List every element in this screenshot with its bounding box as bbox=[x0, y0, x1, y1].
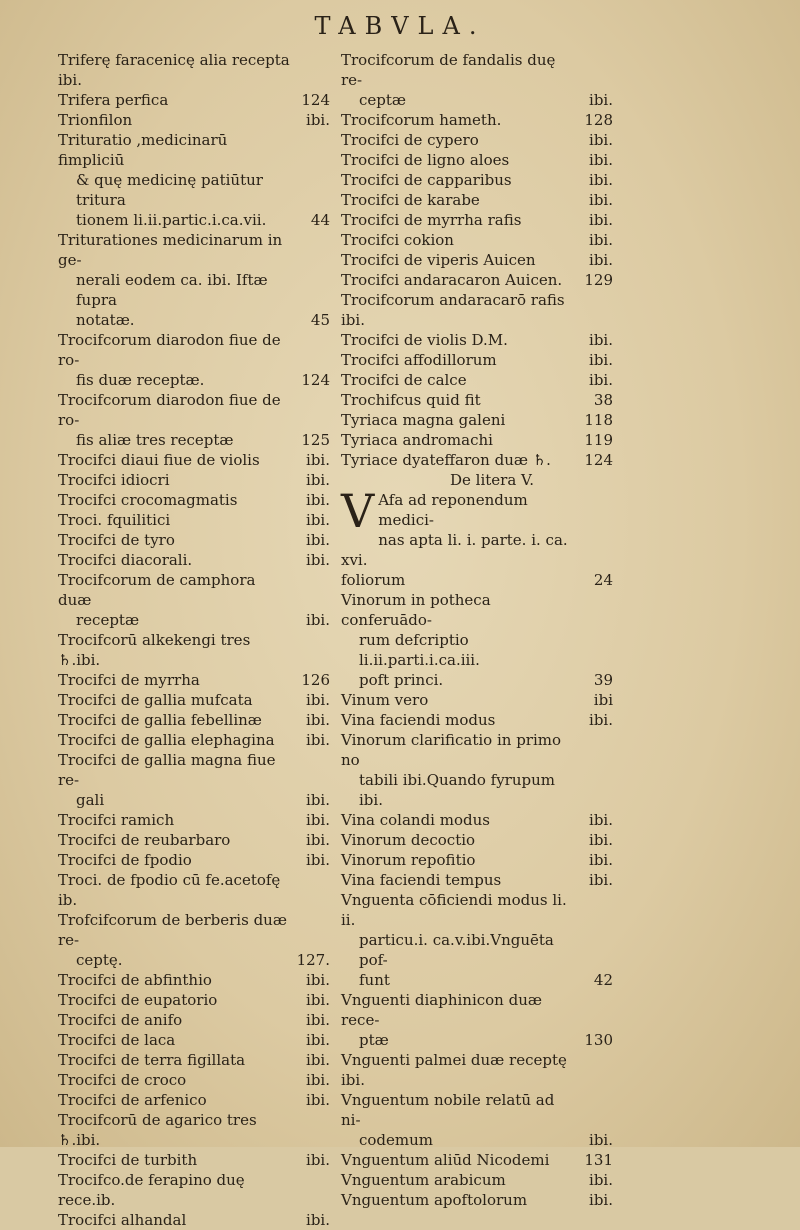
entry-text: Trocifci crocomagmatis bbox=[58, 491, 238, 509]
entry-text: Tyriaca andromachi bbox=[341, 431, 493, 449]
index-entry bbox=[341, 730, 613, 810]
entry-text: Trocifco.de ferapino duę rece.ib. bbox=[58, 1171, 245, 1209]
index-entry bbox=[341, 710, 613, 730]
entry-text: Trocifci de gallia febellinæ bbox=[58, 711, 262, 729]
index-entry bbox=[58, 690, 330, 710]
page-reference: 129 bbox=[584, 271, 613, 289]
index-entry bbox=[58, 570, 330, 630]
page-reference: 45 bbox=[310, 311, 330, 329]
entry-text: Afa ad reponendum medici- bbox=[378, 491, 528, 529]
index-entry bbox=[341, 390, 613, 410]
page-reference: ibi. bbox=[306, 1151, 330, 1169]
page-reference: ibi bbox=[593, 691, 613, 709]
page-reference: ibi. bbox=[589, 1131, 613, 1149]
index-entry bbox=[58, 750, 330, 810]
entry-text: Troci. fquilitici bbox=[58, 511, 171, 529]
entry-text: fis aliæ tres receptæ bbox=[76, 431, 234, 449]
index-entry bbox=[341, 250, 613, 270]
index-entry bbox=[58, 710, 330, 730]
entry-text: nerali eodem ca. ibi. Iftæ fupra bbox=[76, 271, 268, 309]
index-entry bbox=[58, 970, 330, 990]
entry-text: Trocifci de croco bbox=[58, 1071, 187, 1089]
entry-text: Trocifci de cypero bbox=[341, 131, 479, 149]
index-entry bbox=[341, 850, 613, 870]
index-entry bbox=[341, 830, 613, 850]
entry-text: codemum bbox=[359, 1131, 434, 1149]
index-entry bbox=[341, 210, 613, 230]
page-reference: ibi. bbox=[589, 1171, 613, 1189]
page-reference: 126 bbox=[301, 671, 330, 689]
entry-text: Vnguentum aliūd Nicodemi bbox=[341, 1151, 550, 1169]
page-reference: ibi. bbox=[306, 1071, 330, 1089]
page-reference: ibi. bbox=[306, 811, 330, 829]
entry-text: Trocifci de capparibus bbox=[341, 171, 512, 189]
index-entry bbox=[341, 350, 613, 370]
entry-text: Trocifci de abfinthio bbox=[58, 971, 212, 989]
index-entry bbox=[58, 1170, 330, 1210]
index-entry bbox=[58, 870, 330, 910]
page-reference: ibi. bbox=[589, 151, 613, 169]
page-reference: ibi. bbox=[589, 371, 613, 389]
index-entry bbox=[341, 290, 613, 330]
page-reference: ibi. bbox=[306, 791, 330, 809]
index-entry bbox=[58, 1150, 330, 1170]
index-entry bbox=[58, 110, 330, 130]
entry-text: Tyriaca magna galeni bbox=[341, 411, 506, 429]
page-reference: 124 bbox=[301, 371, 330, 389]
index-entry bbox=[341, 1090, 613, 1150]
entry-text: Trocifci de reubarbaro bbox=[58, 831, 231, 849]
entry-text: Trocifcorū alkekengi tres ♄.ibi. bbox=[58, 631, 251, 669]
entry-text: Trocifci de tyro bbox=[58, 531, 175, 549]
index-entry bbox=[341, 270, 613, 290]
entry-text: Trocifci de gallia magna fiue re- bbox=[58, 751, 276, 789]
page-reference: ibi. bbox=[589, 1191, 613, 1209]
index-entry bbox=[58, 450, 330, 470]
entry-text: Trocifcorum de fandalis duę re- bbox=[341, 51, 556, 89]
page-reference: ibi. bbox=[589, 231, 613, 249]
page-reference: ibi. bbox=[306, 1051, 330, 1069]
entry-text: Trocifcorū de agarico tres ♄.ibi. bbox=[58, 1111, 257, 1149]
entry-text: Vina faciendi modus bbox=[341, 711, 496, 729]
entry-text: Trocifci cokion bbox=[341, 231, 454, 249]
index-column-left bbox=[58, 50, 330, 1230]
index-entry bbox=[58, 850, 330, 870]
page-reference: ibi. bbox=[306, 851, 330, 869]
index-entry bbox=[341, 110, 613, 130]
entry-text: fis duæ receptæ. bbox=[76, 371, 205, 389]
page-reference: ibi. bbox=[306, 471, 330, 489]
page-reference: ibi. bbox=[306, 1031, 330, 1049]
entry-text: Trocifci diaui fiue de violis bbox=[58, 451, 260, 469]
entry-text: Trocifcorum andaracarō rafis ibi. bbox=[341, 291, 565, 329]
entry-text: Trocifci de ligno aloes bbox=[341, 151, 510, 169]
entry-text: nas apta li. i. parte. i. ca. xvi. bbox=[341, 531, 568, 569]
page-reference: 131 bbox=[584, 1151, 613, 1169]
entry-text: Vina colandi modus bbox=[341, 811, 490, 829]
page-reference: ibi. bbox=[306, 691, 330, 709]
index-entry bbox=[341, 130, 613, 150]
entry-text: Vinorum in potheca conferuādo- bbox=[341, 591, 491, 629]
page-reference: 24 bbox=[593, 571, 613, 589]
page-reference: 44 bbox=[310, 211, 330, 229]
page-reference: ibi. bbox=[306, 1011, 330, 1029]
entry-text: ptæ bbox=[359, 1031, 389, 1049]
index-entry bbox=[58, 1030, 330, 1050]
index-entry bbox=[58, 530, 330, 550]
page-reference: ibi. bbox=[589, 171, 613, 189]
page-reference: ibi. bbox=[589, 331, 613, 349]
page-reference: ibi. bbox=[589, 351, 613, 369]
entry-text: Troci. de fpodio cū fe.acetofę ib. bbox=[58, 871, 281, 909]
page-reference: 128 bbox=[584, 111, 613, 129]
entry-text: Vinorum decoctio bbox=[341, 831, 476, 849]
entry-text: Trocifcorum diarodon fiue de ro- bbox=[58, 331, 281, 369]
entry-text: Trifera perfica bbox=[58, 91, 169, 109]
entry-text: Trocifci ramich bbox=[58, 811, 175, 829]
page-reference: 38 bbox=[593, 391, 613, 409]
page-reference: ibi. bbox=[306, 711, 330, 729]
entry-text: Vnguentum nobile relatū ad ni- bbox=[341, 1091, 555, 1129]
entry-text: Trocifci de anifo bbox=[58, 1011, 183, 1029]
entry-text: Trocifci de viperis Auicen bbox=[341, 251, 536, 269]
index-entry bbox=[58, 1210, 330, 1230]
page-reference: ibi. bbox=[589, 831, 613, 849]
index-entry bbox=[58, 510, 330, 530]
page-reference: ibi. bbox=[306, 971, 330, 989]
entry-text: Trocifci de gallia mufcata bbox=[58, 691, 253, 709]
entry-text: Trocifci andaracaron Auicen. bbox=[341, 271, 563, 289]
index-entry bbox=[58, 490, 330, 510]
index-entry bbox=[58, 630, 330, 670]
page-reference: 119 bbox=[584, 431, 613, 449]
page-reference: ibi. bbox=[589, 131, 613, 149]
entry-text: Trocifci de myrrha bbox=[58, 671, 200, 689]
entry-text: receptæ bbox=[76, 611, 140, 629]
index-entry bbox=[341, 410, 613, 430]
entry-text: Trochifcus quid fit bbox=[341, 391, 481, 409]
page-reference: ibi. bbox=[306, 731, 330, 749]
page-reference: ibi. bbox=[306, 991, 330, 1009]
entry-text: Trocifcorum de camphora duæ bbox=[58, 571, 256, 609]
index-entry bbox=[58, 730, 330, 750]
index-entry bbox=[58, 1090, 330, 1110]
page-reference: ibi. bbox=[306, 511, 330, 529]
page-reference: 124 bbox=[301, 91, 330, 109]
page-reference: ibi. bbox=[589, 91, 613, 109]
index-entry bbox=[58, 1110, 330, 1150]
index-entry bbox=[58, 130, 330, 230]
index-entry bbox=[341, 870, 613, 890]
entry-text: Trocifci affodillorum bbox=[341, 351, 497, 369]
entry-text: particu.i. ca.v.ibi.Vnguēta pof- bbox=[359, 931, 554, 969]
entry-text: Vinorum clarificatio in primo no bbox=[341, 731, 562, 769]
entry-text: Trocifci idiocri bbox=[58, 471, 170, 489]
entry-text: Vnguenta cōficiendi modus li. ii. bbox=[341, 891, 567, 929]
entry-text: & quę medicinę patiūtur tritura bbox=[76, 171, 263, 209]
page-reference: 39 bbox=[593, 671, 613, 689]
entry-text: Trocifci diacorali. bbox=[58, 551, 193, 569]
page-reference: 118 bbox=[584, 411, 613, 429]
index-entry bbox=[341, 990, 613, 1050]
index-column-right bbox=[341, 50, 613, 1210]
index-entry bbox=[58, 910, 330, 970]
entry-text: Tyriace dyateffaron duæ ♄. bbox=[341, 451, 551, 469]
index-entry bbox=[58, 830, 330, 850]
page-reference: ibi. bbox=[306, 531, 330, 549]
index-entry bbox=[58, 230, 330, 330]
page-reference: ibi. bbox=[589, 211, 613, 229]
page-reference: ibi. bbox=[306, 831, 330, 849]
entry-text: Vinum vero bbox=[341, 691, 429, 709]
index-entry bbox=[341, 810, 613, 830]
index-entry bbox=[341, 890, 613, 990]
section-heading: De litera V. bbox=[449, 471, 535, 489]
entry-text: Trocifci de myrrha rafis bbox=[341, 211, 522, 229]
index-entry bbox=[341, 190, 613, 210]
entry-text: funt bbox=[359, 971, 390, 989]
entry-text: Trocifci de eupatorio bbox=[58, 991, 218, 1009]
index-entry bbox=[58, 330, 330, 390]
entry-text: Trocifci de arfenico bbox=[58, 1091, 207, 1109]
running-head: TABVLA. bbox=[314, 12, 486, 40]
entry-text: Vnguentum arabicum bbox=[341, 1171, 506, 1189]
page-reference: ibi. bbox=[589, 711, 613, 729]
entry-text: Triturationes medicinarum in ge- bbox=[58, 231, 283, 269]
entry-text: Trocifci de karabe bbox=[341, 191, 480, 209]
page-reference: ibi. bbox=[306, 1211, 330, 1229]
index-entry bbox=[341, 484, 613, 590]
entry-text: Vnguenti diaphinicon duæ rece- bbox=[341, 991, 542, 1029]
page-reference: 127. bbox=[296, 951, 330, 969]
page-reference: ibi. bbox=[306, 611, 330, 629]
entry-text: poft princi. bbox=[359, 671, 444, 689]
entry-text: ceptæ bbox=[359, 91, 407, 109]
entry-text: Trocifci de turbith bbox=[58, 1151, 198, 1169]
index-entry bbox=[341, 150, 613, 170]
page-reference: ibi. bbox=[306, 551, 330, 569]
entry-text: foliorum bbox=[341, 571, 406, 589]
entry-text: tabili ibi.Quando fyrupum ibi. bbox=[359, 771, 556, 809]
entry-text: tionem li.ii.partic.i.ca.vii. bbox=[76, 211, 267, 229]
index-entry bbox=[58, 670, 330, 690]
index-entry bbox=[58, 810, 330, 830]
entry-text: Triferę faracenicę alia recepta ibi. bbox=[58, 51, 290, 89]
index-entry bbox=[341, 370, 613, 390]
entry-text: Trocifci de terra figillata bbox=[58, 1051, 246, 1069]
index-entry bbox=[341, 590, 613, 690]
index-entry bbox=[341, 330, 613, 350]
index-entry bbox=[58, 470, 330, 490]
index-entry bbox=[58, 90, 330, 110]
page-reference: ibi. bbox=[589, 811, 613, 829]
index-entry bbox=[58, 550, 330, 570]
entry-text: Vina faciendi tempus bbox=[341, 871, 502, 889]
index-entry bbox=[341, 690, 613, 710]
entry-text: notatæ. bbox=[76, 311, 135, 329]
entry-text: Trocifci de fpodio bbox=[58, 851, 192, 869]
index-entry bbox=[341, 1150, 613, 1170]
index-entry bbox=[341, 230, 613, 250]
page-reference: 130 bbox=[584, 1031, 613, 1049]
entry-text: ceptę. bbox=[76, 951, 123, 969]
entry-text: Trocifci de laca bbox=[58, 1031, 176, 1049]
entry-text: Trocifci de calce bbox=[341, 371, 467, 389]
page-reference: ibi. bbox=[589, 851, 613, 869]
page-reference: 124 bbox=[584, 451, 613, 469]
index-entry bbox=[58, 1010, 330, 1030]
page-reference: 125 bbox=[301, 431, 330, 449]
entry-text: Vinorum repofitio bbox=[341, 851, 476, 869]
page-reference: 42 bbox=[593, 971, 613, 989]
entry-text: Vnguenti palmei duæ receptę ibi. bbox=[341, 1051, 567, 1089]
index-entry bbox=[341, 430, 613, 450]
index-entry bbox=[341, 450, 613, 470]
index-entry bbox=[58, 1050, 330, 1070]
index-entry bbox=[58, 1070, 330, 1090]
index-entry bbox=[341, 170, 613, 190]
entry-text: rum defcriptio li.ii.parti.i.ca.iii. bbox=[359, 631, 480, 669]
page-reference: ibi. bbox=[306, 1091, 330, 1109]
index-entry bbox=[341, 50, 613, 110]
entry-text: Vnguentum apoftolorum bbox=[341, 1191, 528, 1209]
entry-text: Trionfilon bbox=[58, 111, 133, 129]
entry-text: Trituratio ,medicinarū fimpliciū bbox=[58, 131, 228, 169]
index-entry bbox=[58, 50, 330, 90]
index-entry bbox=[341, 1050, 613, 1090]
page-reference: ibi. bbox=[306, 491, 330, 509]
entry-text: Trocifci de gallia elephagina bbox=[58, 731, 275, 749]
page-reference: ibi. bbox=[306, 111, 330, 129]
page-reference: ibi. bbox=[589, 191, 613, 209]
entry-text: Trocifcorum diarodon fiue de ro- bbox=[58, 391, 281, 429]
index-entry bbox=[58, 990, 330, 1010]
page-reference: ibi. bbox=[589, 871, 613, 889]
entry-text: Trocifci alhandal bbox=[58, 1211, 187, 1229]
page-reference: ibi. bbox=[589, 251, 613, 269]
index-entry bbox=[341, 1170, 613, 1190]
index-entry bbox=[58, 390, 330, 450]
index-entry bbox=[341, 1190, 613, 1210]
entry-text: Trocifci de violis D.M. bbox=[341, 331, 508, 349]
page-reference: ibi. bbox=[306, 451, 330, 469]
entry-text: Trofcifcorum de berberis duæ re- bbox=[58, 911, 287, 949]
entry-text: Trocifcorum hameth. bbox=[341, 111, 502, 129]
entry-text: gali bbox=[76, 791, 105, 809]
drop-cap: V bbox=[341, 484, 375, 538]
